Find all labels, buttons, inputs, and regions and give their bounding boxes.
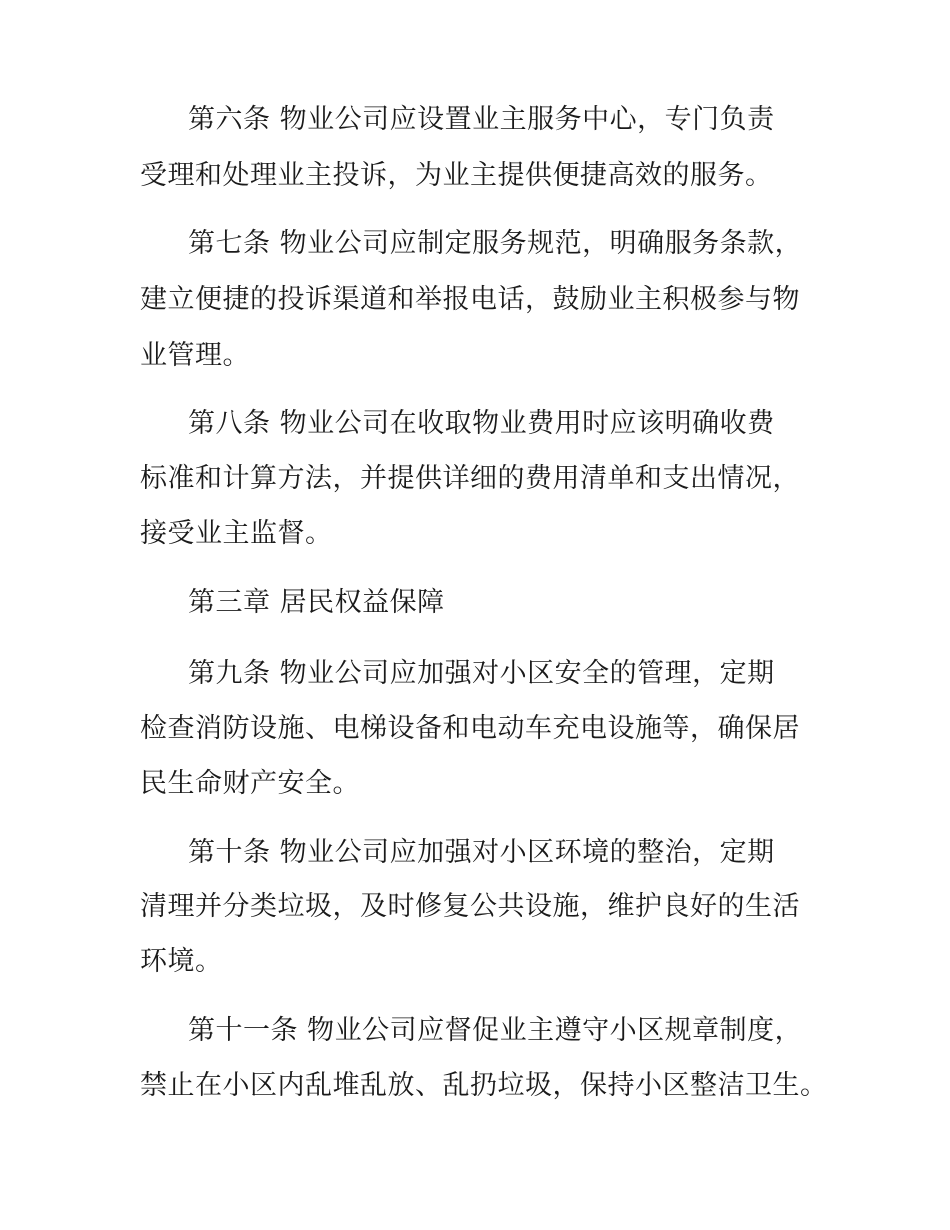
article-11-line-1: 第十一条 物业公司应督促业主遵守小区规章制度， <box>188 1015 803 1046</box>
article-7-line-3: 业管理。 <box>140 340 250 371</box>
chapter-3-heading: 第三章 居民权益保障 <box>188 587 445 618</box>
article-10-line-3: 环境。 <box>140 946 223 977</box>
article-9-line-3: 民生命财产安全。 <box>140 768 360 799</box>
article-6-line-2: 受理和处理业主投诉，为业主提供便捷高效的服务。 <box>140 160 773 191</box>
article-7-line-2: 建立便捷的投诉渠道和举报电话，鼓励业主积极参与物 <box>140 284 800 315</box>
article-9-line-1: 第九条 物业公司应加强对小区安全的管理，定期 <box>188 658 775 689</box>
article-6-line-1: 第六条 物业公司应设置业主服务中心，专门负责 <box>188 104 775 135</box>
article-8-line-1: 第八条 物业公司在收取物业费用时应该明确收费 <box>188 408 775 439</box>
article-9-line-2: 检查消防设施、电梯设备和电动车充电设施等，确保居 <box>140 713 800 744</box>
article-7-line-1: 第七条 物业公司应制定服务规范，明确服务条款， <box>188 228 803 259</box>
article-8-line-2: 标准和计算方法，并提供详细的费用清单和支出情况， <box>140 463 800 494</box>
article-10-line-1: 第十条 物业公司应加强对小区环境的整治，定期 <box>188 837 775 868</box>
article-11-line-2: 禁止在小区内乱堆乱放、乱扔垃圾，保持小区整洁卫生。 <box>140 1070 828 1101</box>
article-10-line-2: 清理并分类垃圾，及时修复公共设施，维护良好的生活 <box>140 891 800 922</box>
article-8-line-3: 接受业主监督。 <box>140 518 333 549</box>
